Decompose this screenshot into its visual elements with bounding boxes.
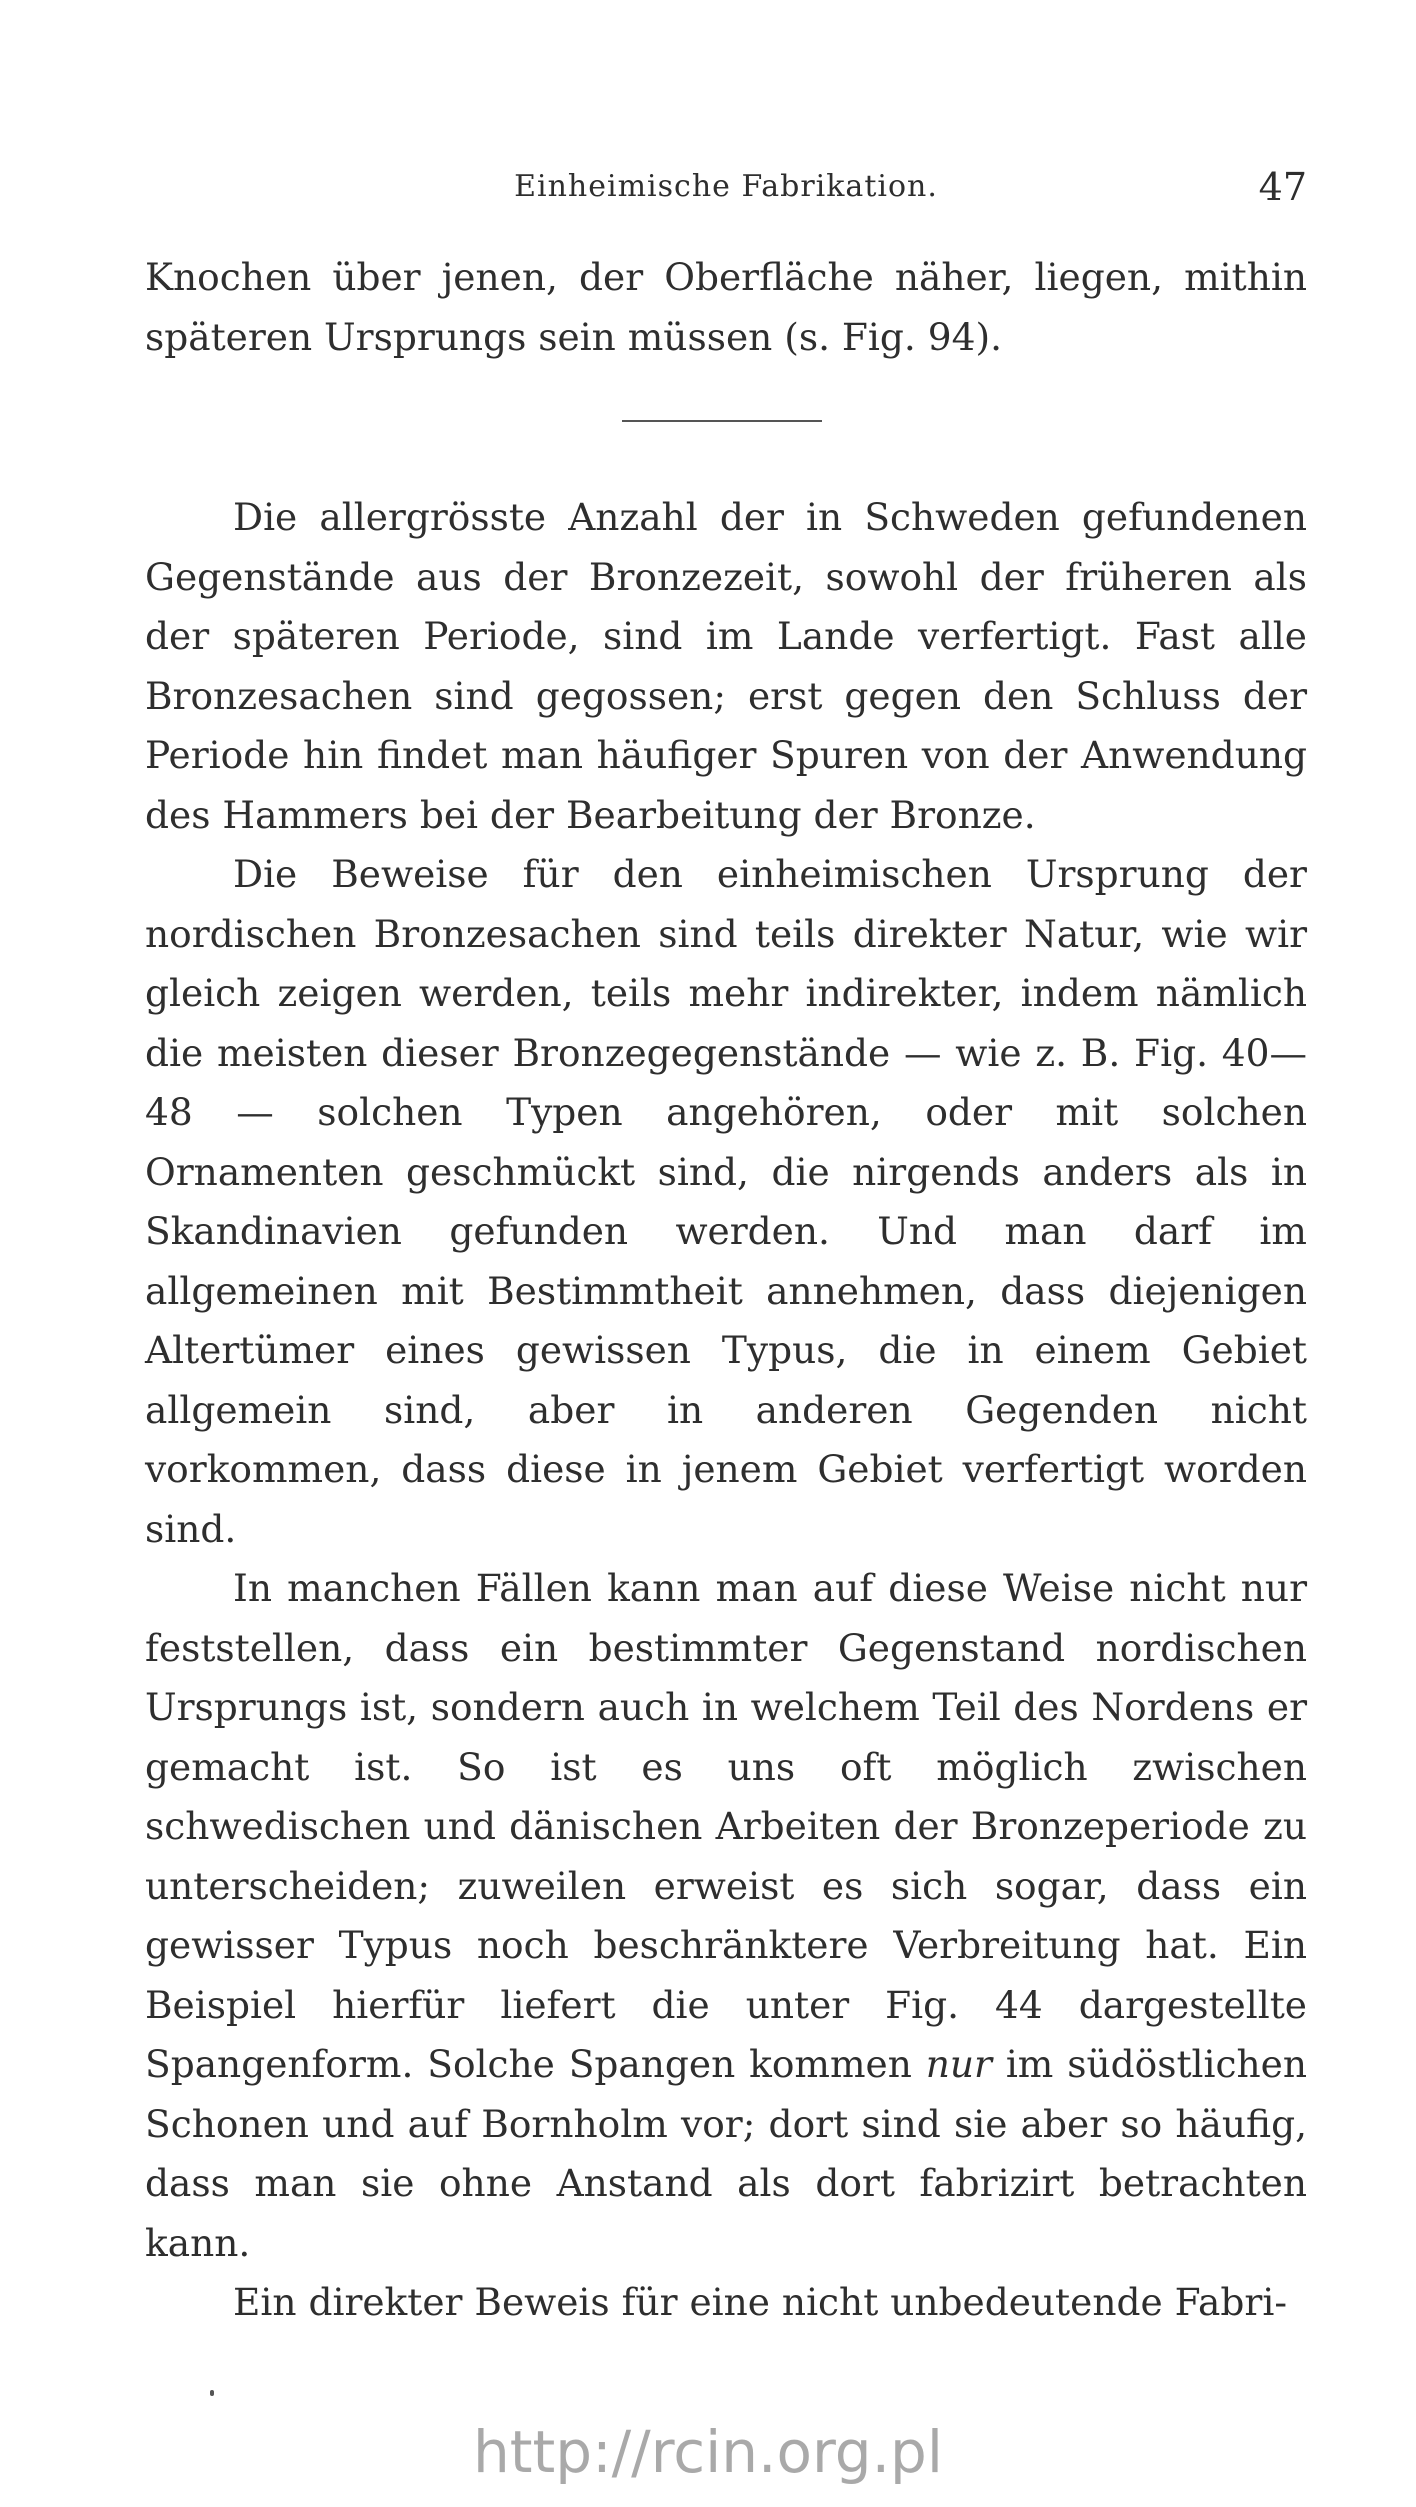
paragraph-evidence: Die Beweise für den einheimischen Ursprung der nordischen Bronzesachen sind teils direkter Natur, wie wir gleich zeigen werden, teils mehr indirekter, indem nämlich die meisten dieser Bronzegegenstände — wie z. B. Fig. 40—48 — solchen Typen angehören, oder mit solchen Ornamenten geschmückt sind, die nirgends anders als in Skandinavien gefunden werden. Und man darf im allgemeinen mit Bestimmtheit annehmen, dass diejenigen Altertümer eines gewissen Typus, die in einem Gebiet allgemein sind, aber in anderen Gegenden nicht vorkommen, dass diese in jenem Gebiet verfertigt worden sind. xyxy=(145,852,1307,1551)
paragraph-regional-types-end: im südöstlichen Schonen und auf Bornholm vor; dort sind sie aber so häufig, dass man sie ohne Anstand als dort fabrizirt betrachten kann. xyxy=(145,2042,1307,2265)
running-head xyxy=(145,165,1307,215)
watermark-url: http://rcin.org.pl xyxy=(473,2418,943,2486)
paragraph-direct-evidence: Ein direkter Beweis für eine nicht unbedeutende Fabri- xyxy=(233,2280,1288,2324)
scan-speck xyxy=(210,2390,214,2396)
running-title: Einheimische Fabrikation. xyxy=(514,169,938,204)
emphasis-nur: nur xyxy=(925,2042,992,2086)
section-divider xyxy=(622,420,822,422)
paragraph-continued: Knochen über jenen, der Oberfläche näher, liegen, mithin späteren Ursprungs sein müssen (s. Fig. 94). xyxy=(145,255,1307,359)
paragraph-bronze-production: Die allergrösste Anzahl der in Schweden gefundenen Gegenstände aus der Bronzezeit, sowohl der früheren als der späteren Periode, sind im Lande verfertigt. Fast alle Bronzesachen sind gegossen; erst gegen den Schluss der Periode hin findet man häufiger Spuren von der Anwendung des Hammers bei der Bearbeitung der Bronze. xyxy=(145,495,1307,837)
main-text-block xyxy=(145,488,1307,2333)
page-number: 47 xyxy=(1258,165,1307,209)
continued-paragraph-block xyxy=(145,248,1307,367)
paragraph-regional-types-start: In manchen Fällen kann man auf diese Weise nicht nur feststellen, dass ein bestimmter Gegenstand nordischen Ursprungs ist, sondern auch in welchem Teil des Nordens er gemacht ist. So ist es uns oft möglich zwischen schwedischen und dänischen Arbeiten der Bronzeperiode zu unterscheiden; zuweilen erweist es sich sogar, dass ein gewisser Typus noch beschränktere Verbreitung hat. Ein Beispiel hierfür liefert die unter Fig. 44 dargestellte Spangenform. Solche Spangen kommen xyxy=(145,1566,1307,2086)
paragraph-regional-types xyxy=(145,1559,1307,2273)
